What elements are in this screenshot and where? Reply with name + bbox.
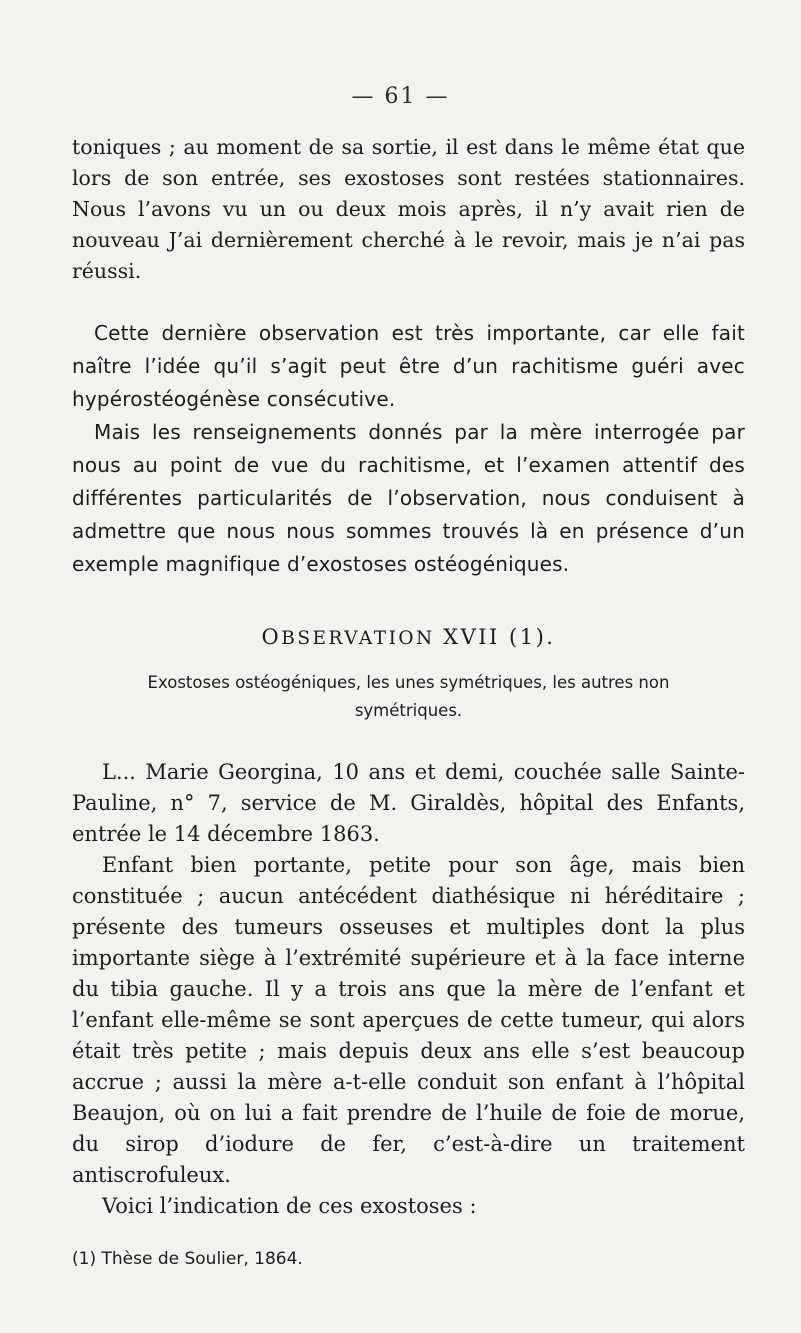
- observation-subtitle: Exostoses ostéogéniques, les unes symétriques, les autres non symétriques.: [147, 673, 670, 720]
- paragraph-exostoses-indication: Voici l’indication de ces exostoses :: [102, 1194, 477, 1218]
- paragraph-patient-history: Enfant bien portante, petite pour son âge, mais bien constituée ; aucun antécédent diathésique ni héréditaire ; présente des tumeurs osseuses et multiples dont la plus importante siège à l’extrémité supérieure et à la face interne du tibia gauche. Il y a trois ans que la mère de l’enfant et l’enfant elle-même se sont aperçues de cette tumeur, qui alors était très petite ; mais depuis deux ans elle s’est beaucoup accrue ; aussi la mère a-t-elle conduit son enfant à l’hôpital Beaujon, où on lui a fait prendre de l’huile de foie de morue, du sirop d’iodure de fer, c’est-à-dire un traitement antiscrofuleux.: [72, 853, 745, 1187]
- paragraph-continuation: toniques ; au moment de sa sortie, il est dans le même état que lors de son entrée, ses exostoses sont restées stationnaires. Nous l’avons vu un ou deux mois après, il n’y avait rien de nouveau J’ai dernièrement cherché à le revoir, mais je n’ai pas réussi.: [72, 135, 745, 283]
- observation-heading-initial: O: [261, 625, 282, 649]
- footnote: (1) Thèse de Soulier, 1864.: [72, 1249, 303, 1269]
- observation-heading-word: BSERVATION: [281, 628, 435, 649]
- paragraph-patient-identity: L... Marie Georgina, 10 ans et demi, couchée salle Sainte-Pauline, n° 7, service de M. Giraldès, hôpital des Enfants, entrée le 14 décembre 1863.: [72, 760, 745, 846]
- body-text: [72, 132, 745, 1272]
- observation-heading: [72, 625, 745, 649]
- paragraph-observation-importance: Cette dernière observation est très importante, car elle fait naître l’idée qu’il s’agit peut être d’un rachitisme guéri avec hypérostéogénèse consécutive.: [72, 321, 745, 411]
- page-number-header: — 61 —: [351, 84, 450, 109]
- observation-heading-number: XVII (1).: [443, 625, 556, 649]
- paragraph-mother-information: Mais les renseignements donnés par la mère interrogée par nous au point de vue du rachitisme, et l’examen attentif des différentes particularités de l’observation, nous conduisent à admettre que nous nous sommes trouvés là en présence d’un exemple magnifique d’exostoses ostéogéniques.: [72, 420, 745, 576]
